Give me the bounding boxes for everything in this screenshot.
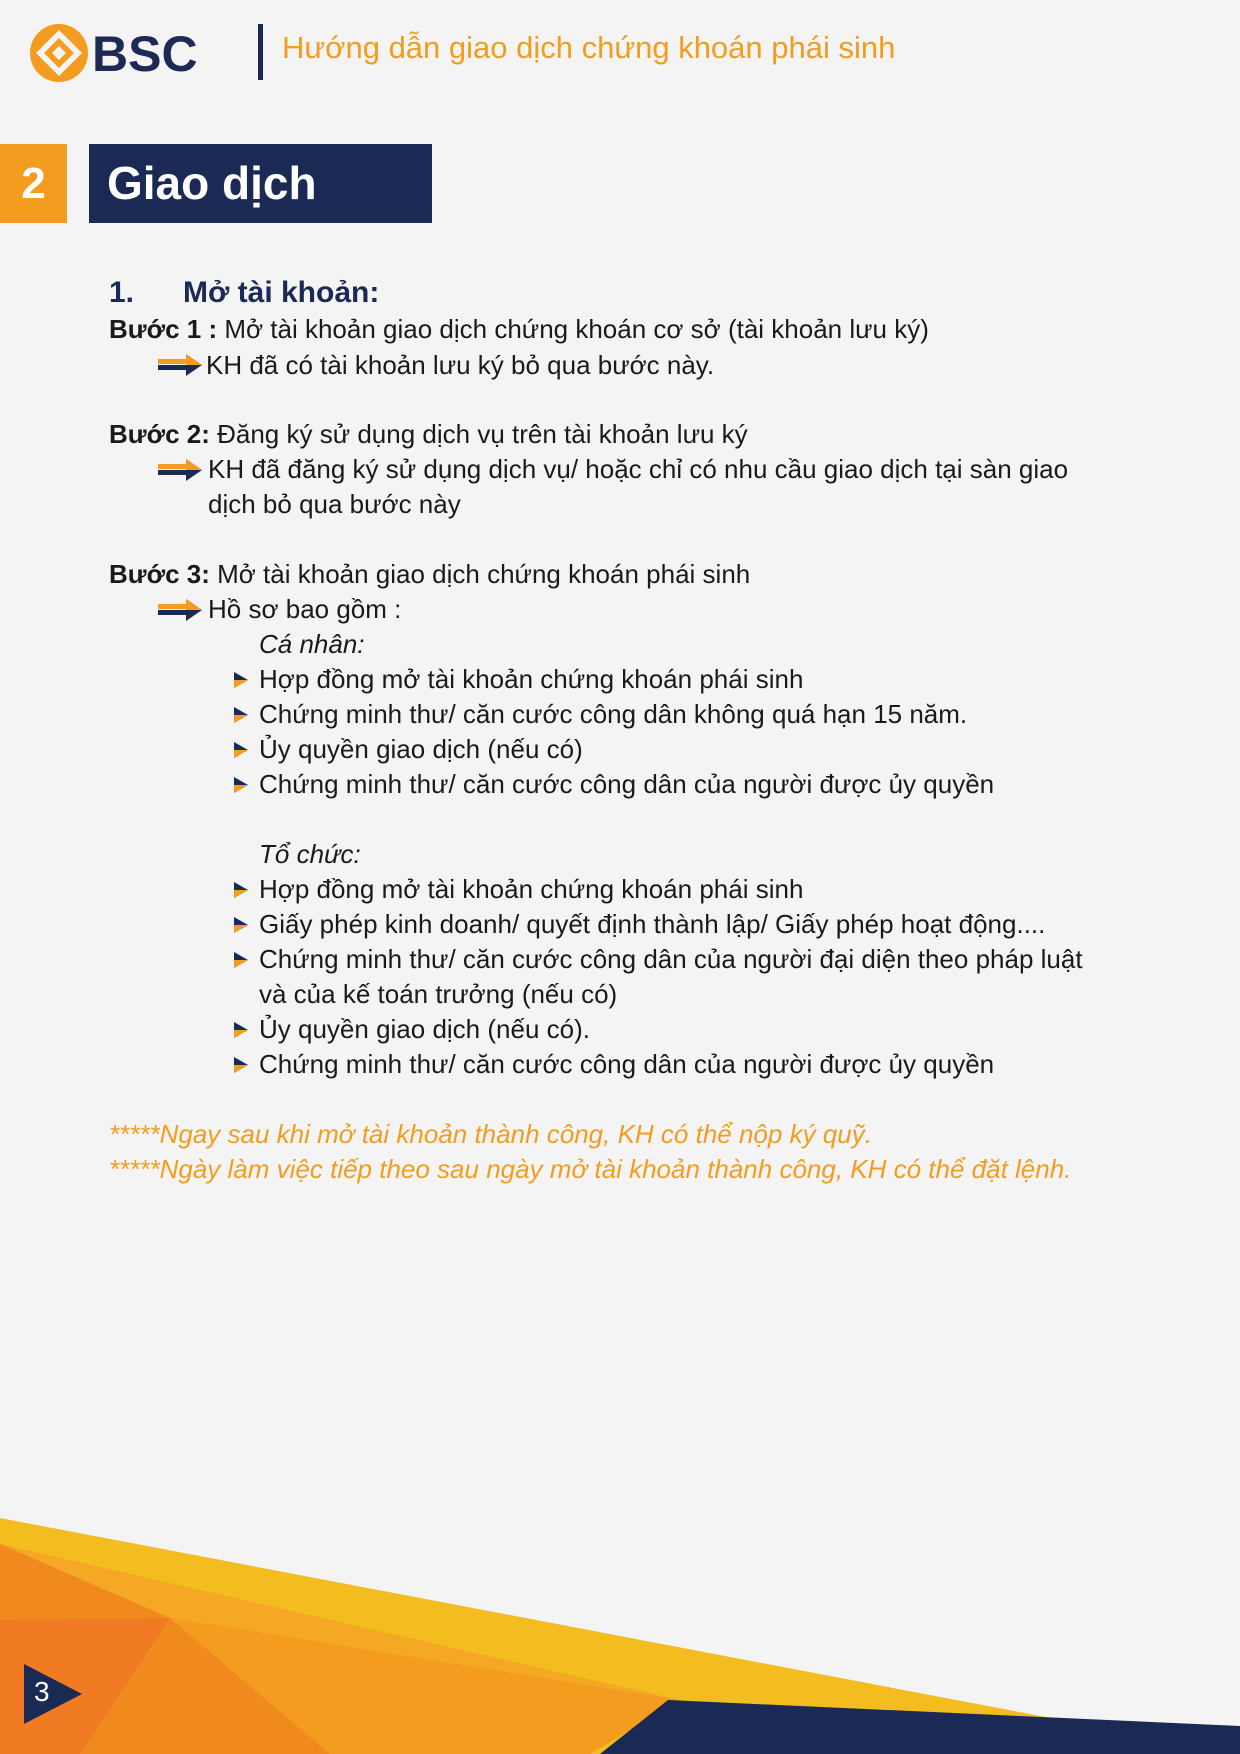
step-1-note: KH đã có tài khoản lưu ký bỏ qua bước này. — [206, 350, 715, 380]
step-2-label: Bước 2: — [109, 419, 210, 449]
note-line: *****Ngày làm việc tiếp theo sau ngày mở tài khoản thành công, KH có thể đặt lệnh. — [109, 1154, 1072, 1184]
individual-item: Chứng minh thư/ căn cước công dân của người được ủy quyền — [259, 769, 995, 799]
step-1-text: Mở tài khoản giao dịch chứng khoán cơ sở (tài khoản lưu ký) — [217, 314, 929, 344]
document-title: Hướng dẫn giao dịch chứng khoán phái sinh — [282, 30, 896, 65]
bullet-triangle-icon — [234, 917, 248, 933]
header-divider — [258, 24, 263, 80]
page-number: 3 — [34, 1676, 50, 1707]
step-3-text: Mở tài khoản giao dịch chứng khoán phái sinh — [209, 559, 751, 589]
organization-item: Giấy phép kinh doanh/ quyết định thành lập/ Giấy phép hoạt động.... — [259, 909, 1046, 939]
footer-decoration — [0, 1500, 1240, 1754]
step-3-label: Bước 3: — [109, 559, 210, 589]
individual-label: Cá nhân: — [259, 629, 365, 659]
step-2-text: Đăng ký sử dụng dịch vụ trên tài khoản lưu ký — [209, 419, 748, 449]
step-2-note-line-2: dịch bỏ qua bước này — [208, 489, 461, 519]
bullet-triangle-icon — [234, 707, 248, 723]
bullet-triangle-icon — [234, 672, 248, 688]
bullet-triangle-icon — [234, 1022, 248, 1038]
step-3-note: Hồ sơ bao gồm : — [208, 594, 402, 624]
organization-item-continued: và của kế toán trưởng (nếu có) — [259, 979, 618, 1009]
organization-item: Hợp đồng mở tài khoản chứng khoán phái sinh — [259, 874, 804, 904]
section-title-box — [89, 144, 432, 223]
arrow-right-icon — [158, 599, 202, 621]
heading-number: 1. — [109, 276, 135, 309]
step-3 — [109, 557, 750, 591]
bullet-triangle-icon — [234, 777, 248, 793]
organization-item: Ủy quyền giao dịch (nếu có). — [259, 1014, 590, 1044]
bullet-triangle-icon — [234, 742, 248, 758]
section-title: Giao dịch — [107, 157, 317, 209]
organization-label: Tổ chức: — [259, 839, 361, 869]
page-number-marker — [24, 1664, 82, 1724]
individual-item: Ủy quyền giao dịch (nếu có) — [259, 734, 583, 764]
bullet-triangle-icon — [234, 1057, 248, 1073]
individual-item: Chứng minh thư/ căn cước công dân không quá hạn 15 năm. — [259, 699, 968, 729]
arrow-right-icon — [158, 459, 202, 481]
organization-item: Chứng minh thư/ căn cước công dân của người được ủy quyền — [259, 1049, 995, 1079]
note-line: *****Ngay sau khi mở tài khoản thành công, KH có thể nộp ký quỹ. — [109, 1119, 872, 1149]
subsection-heading — [109, 276, 379, 310]
step-2-note-line-1: KH đã đăng ký sử dụng dịch vụ/ hoặc chỉ có nhu cầu giao dịch tại sàn giao — [208, 454, 1069, 484]
individual-item: Hợp đồng mở tài khoản chứng khoán phái sinh — [259, 664, 804, 694]
heading-text: Mở tài khoản: — [183, 276, 380, 309]
step-2 — [109, 417, 748, 451]
bullet-triangle-icon — [234, 882, 248, 898]
bsc-logo — [30, 22, 242, 84]
logo-text: BSC — [92, 26, 198, 82]
step-1-label: Bước 1 : — [109, 314, 218, 344]
section-number: 2 — [0, 144, 67, 223]
arrow-right-icon — [158, 354, 202, 376]
bullet-triangle-icon — [234, 952, 248, 968]
step-1 — [109, 312, 929, 346]
organization-item: Chứng minh thư/ căn cước công dân của người đại diện theo pháp luật — [259, 944, 1083, 974]
